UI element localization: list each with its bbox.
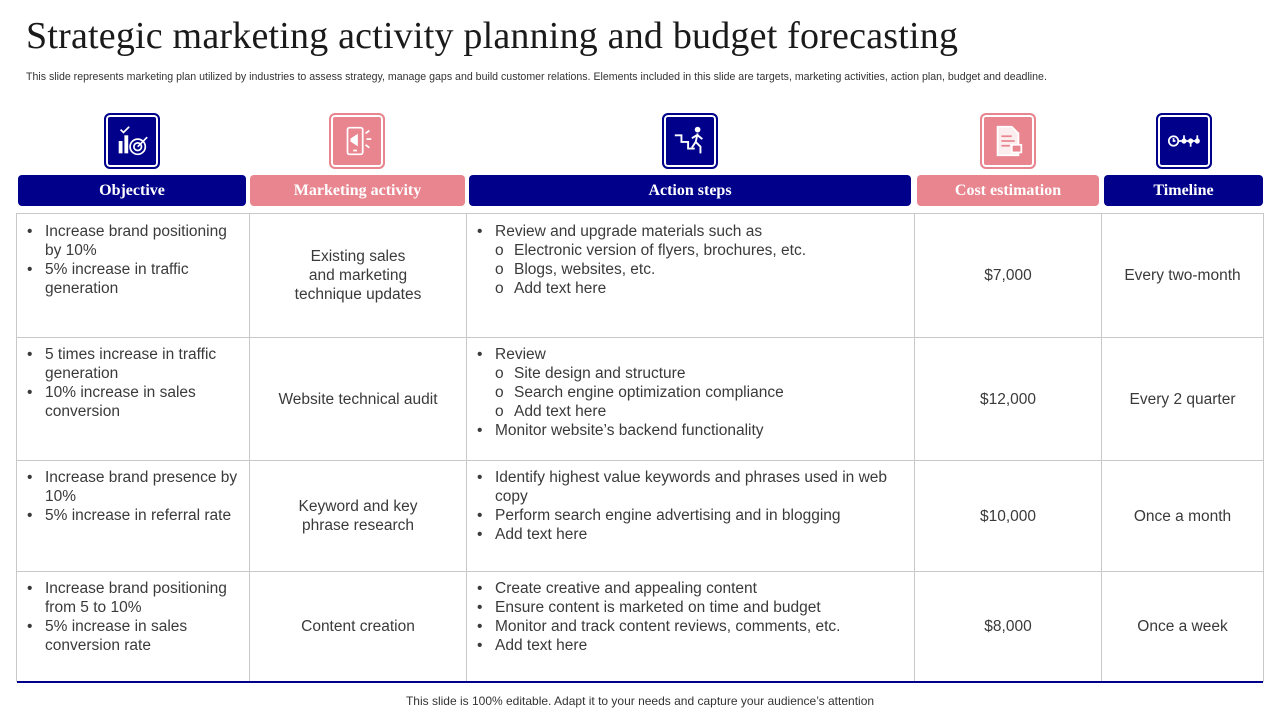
activity-cell [250,461,467,571]
objective-cell [17,461,250,571]
steps-cell [467,338,915,460]
cost-cell [915,461,1102,571]
invoice-document-icon [980,113,1036,169]
timeline-cell [1102,338,1263,460]
list-item: • 10% increase in sales conversion [17,383,243,421]
list-item: • Add text here [467,636,906,655]
cost-value: $10,000 [979,507,1037,525]
activity-text: Website technical audit [278,390,438,408]
cost-cell [915,572,1102,681]
list-item: • 5% increase in traffic generation [17,260,243,298]
slide-title: Strategic marketing activity planning and budget forecasting [26,15,959,57]
list-item: • 5 times increase in traffic generation [17,345,243,383]
footer-note: This slide is 100% editable. Adapt it to your needs and capture your audience’s attention [405,694,875,708]
mobile-megaphone-icon [329,113,385,169]
cost-value: $7,000 [984,267,1032,284]
timeline-value: Once a week [1137,618,1228,635]
table-row [17,214,1263,338]
list-item: o Site design and structure [467,364,906,383]
timeline-cell [1102,572,1263,681]
list-item: • Monitor and track content reviews, comments, etc. [467,617,906,636]
objective-cell [17,338,250,460]
activity-text: Existing sales and marketing technique updates [294,248,422,303]
cost-cell [915,338,1102,460]
objective-cell [17,214,250,337]
list-item: • Increase brand presence by 10% [17,468,243,506]
activity-cell [250,572,467,681]
list-item: • 5% increase in sales conversion rate [17,617,243,655]
list-item: • Monitor website’s backend functionality [467,421,906,440]
table-row [17,461,1263,572]
timeline-clock-icon [1156,113,1212,169]
column-header-action-steps: Action steps [469,175,911,206]
cost-value: $12,000 [979,390,1037,408]
activity-text: Content creation [301,618,415,635]
table-row [17,572,1263,683]
activity-cell [250,338,467,460]
slide-subtitle: This slide represents marketing plan utilized by industries to assess strategy, manage gaps and build customer relations. Elements included in this slide are targets, marketing activities, action plan, budget and deadline. [26,71,1047,83]
plan-table [16,213,1264,682]
steps-cell [467,572,915,681]
column-header-marketing-activity: Marketing activity [250,175,465,206]
list-item: • Add text here [467,525,906,544]
list-item: • Perform search engine advertising and in blogging [467,506,906,525]
list-item: • Review and upgrade materials such as [467,222,906,241]
list-item: • Increase brand positioning by 10% [17,222,243,260]
timeline-value: Every two-month [1124,267,1241,284]
list-item: • Increase brand positioning from 5 to 10% [17,579,243,617]
list-item: o Search engine optimization compliance [467,383,906,402]
list-item: o Electronic version of flyers, brochures, etc. [467,241,906,260]
table-row [17,338,1263,461]
stairs-climbing-icon [662,113,718,169]
list-item: o Add text here [467,402,906,421]
objective-cell [17,572,250,681]
list-item: • Ensure content is marketed on time and budget [467,598,906,617]
steps-cell [467,461,915,571]
list-item: • Identify highest value keywords and phrases used in web copy [467,468,906,506]
column-header-objective: Objective [18,175,246,206]
activity-cell [250,214,467,337]
steps-cell [467,214,915,337]
list-item: o Blogs, websites, etc. [467,260,906,279]
list-item: • Review [467,345,906,364]
cost-cell [915,214,1102,337]
timeline-cell [1102,214,1263,337]
timeline-value: Once a month [1133,507,1232,525]
target-chart-icon [104,113,160,169]
timeline-cell [1102,461,1263,571]
list-item: o Add text here [467,279,906,298]
timeline-value: Every 2 quarter [1129,390,1236,408]
column-header-timeline: Timeline [1104,175,1263,206]
cost-value: $8,000 [984,618,1032,635]
list-item: • 5% increase in referral rate [17,506,243,525]
activity-text: Keyword and key phrase research [298,498,418,534]
column-header-cost-estimation: Cost estimation [917,175,1099,206]
list-item: • Create creative and appealing content [467,579,906,598]
